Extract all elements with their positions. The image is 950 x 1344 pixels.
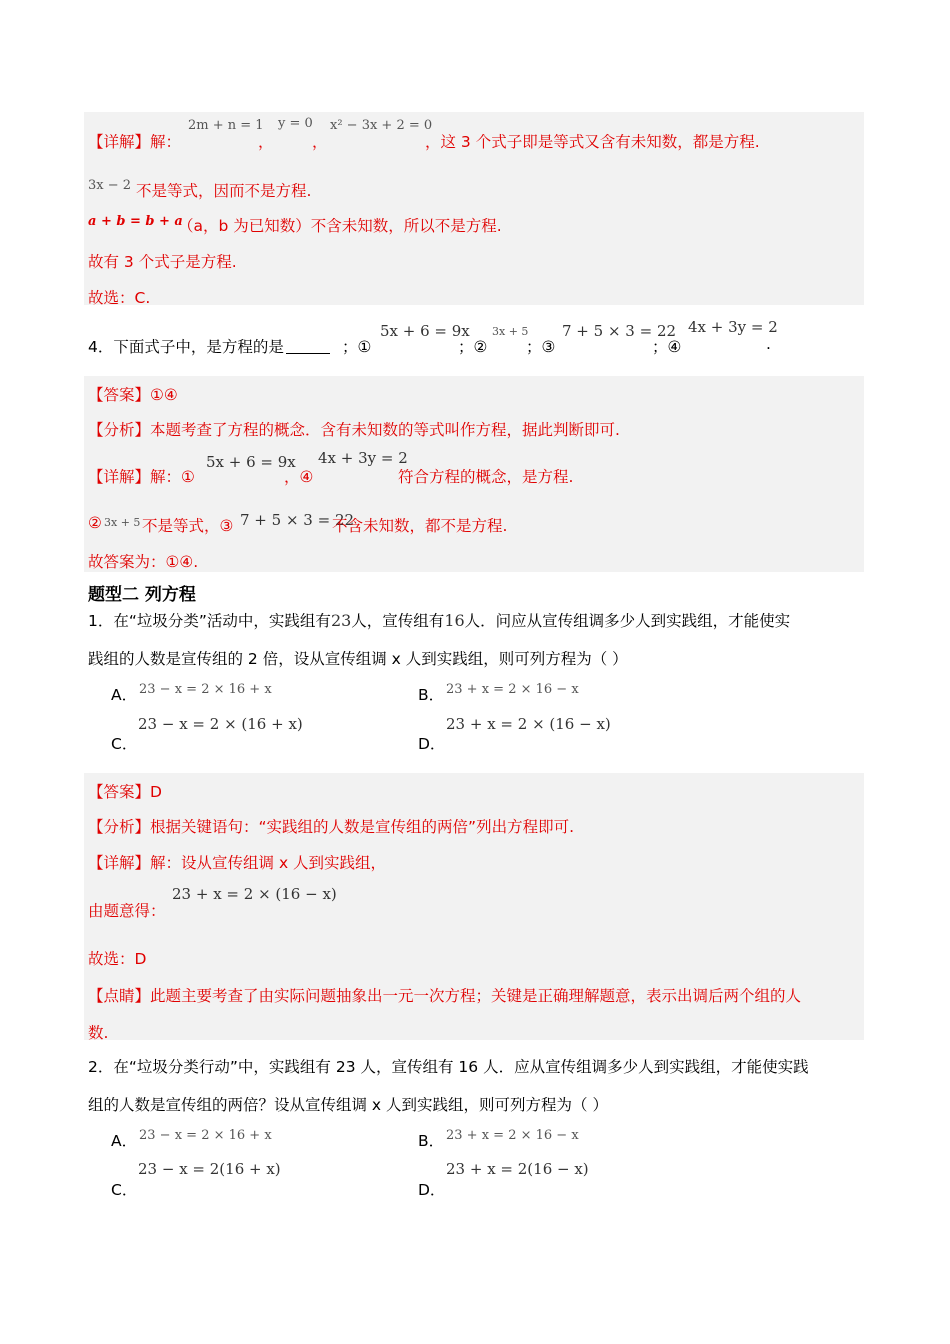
option-c-label[interactable]: C． bbox=[111, 1181, 138, 1199]
detail-tag: 【详解】 bbox=[88, 468, 151, 486]
option-c-equation: 23 − x = 2(16 + x) bbox=[138, 1160, 281, 1178]
option-c-equation: 23 − x = 2 × (16 + x) bbox=[138, 715, 303, 733]
no-unknown-text: （a，b 为已知数）不含未知数，所以不是方程. bbox=[178, 217, 502, 235]
option-d-equation: 23 + x = 2 × (16 − x) bbox=[446, 715, 611, 733]
detail-line-1 bbox=[88, 130, 181, 152]
option-a-label[interactable]: A． bbox=[111, 686, 138, 704]
problem-2-line-1: 2．在“垃圾分类行动”中，实践组有 23 人，宣传组有 16 人．应从宣传组调多少人到实践组，才能使实践 bbox=[88, 1058, 809, 1076]
problem-1-line-1: 1．在“垃圾分类”活动中，实践组有23人，宣传组有16人．问应从宣传组调多少人到实践组，才能使实 bbox=[88, 611, 791, 630]
not-equation-text: 不是等式，③ bbox=[142, 517, 234, 535]
option-b-label[interactable]: B． bbox=[418, 686, 445, 704]
answer-tag: 【答案】 bbox=[88, 783, 151, 801]
final-answer: 故答案为：①④. bbox=[88, 553, 199, 571]
equation-2m-n: 2m + n = 1 bbox=[188, 118, 264, 133]
sep: ；① bbox=[342, 338, 372, 356]
equation-y: y = 0 bbox=[278, 116, 313, 131]
analysis-line: 【分析】本题考查了方程的概念．含有未知数的等式叫作方程，据此判断即可. bbox=[88, 421, 620, 439]
choice: 故选：D bbox=[88, 950, 147, 968]
detail-tag: 【详解】 bbox=[88, 854, 151, 872]
expr-a-b: a + b = b + a bbox=[88, 214, 183, 229]
detail-tail: ，这 3 个式子即是等式又含有未知数，都是方程. bbox=[425, 133, 760, 151]
period: . bbox=[766, 335, 771, 353]
sep: ；② bbox=[458, 338, 488, 356]
equation: 23 + x = 2 × (16 − x) bbox=[172, 885, 337, 903]
equation-quadratic: x² − 3x + 2 = 0 bbox=[330, 118, 433, 133]
sep: ；④ bbox=[652, 338, 682, 356]
option-a-equation: 23 − x = 2 × 16 + x bbox=[139, 682, 272, 697]
point-tag: 【点睛】 bbox=[88, 987, 151, 1005]
comma: ， bbox=[258, 133, 274, 151]
problem-1-line-2: 践组的人数是宣传组的 2 倍，设从宣传组调 x 人到实践组，则可列方程为（ ） bbox=[88, 650, 628, 668]
q4-option-4: 4x + 3y = 2 bbox=[688, 318, 778, 336]
by-meaning: 由题意得： bbox=[88, 902, 166, 920]
comma: ，④ bbox=[284, 468, 314, 486]
option-b-equation: 23 + x = 2 × 16 − x bbox=[446, 682, 579, 697]
question-4-text: 4．下面式子中，是方程的是 bbox=[88, 335, 332, 357]
detail-lead: 解： bbox=[150, 133, 182, 151]
answer-tag: 【答案】 bbox=[88, 386, 151, 404]
detail-line: 【详解】解：设从宣传组调 x 人到实践组， bbox=[88, 854, 387, 872]
option-c-label[interactable]: C． bbox=[111, 735, 138, 753]
q4-option-3: 7 + 5 × 3 = 22 bbox=[562, 322, 677, 340]
answer-value: D bbox=[150, 783, 162, 801]
not-equation-text: 不是等式，因而不是方程. bbox=[136, 182, 312, 200]
expr-7-5-3: 7 + 5 × 3 = 22 bbox=[240, 511, 355, 529]
option-b-label[interactable]: B． bbox=[418, 1132, 445, 1150]
expr-3x-5: 3x + 5 bbox=[104, 516, 141, 529]
detail-tail: 符合方程的概念，是方程. bbox=[398, 468, 574, 486]
option-d-label[interactable]: D． bbox=[418, 735, 446, 753]
point-line-2: 数. bbox=[88, 1024, 109, 1042]
option-d-label[interactable]: D． bbox=[418, 1181, 446, 1199]
problem-2-line-2: 组的人数是宣传组的两倍？设从宣传组调 x 人到实践组，则可列方程为（ ） bbox=[88, 1096, 608, 1114]
sep: ；③ bbox=[526, 338, 556, 356]
choice: 故选：C. bbox=[88, 289, 151, 307]
analysis-tag: 【分析】 bbox=[88, 421, 151, 439]
analysis-tag: 【分析】 bbox=[88, 818, 151, 836]
option-a-label[interactable]: A． bbox=[111, 1132, 138, 1150]
no-unknown-text: 不含未知数，都不是方程. bbox=[332, 517, 508, 535]
answer-blank[interactable] bbox=[286, 353, 330, 354]
q4-option-2: 3x + 5 bbox=[492, 325, 529, 338]
section-heading: 题型二 列方程 bbox=[88, 585, 196, 605]
expr-3x-2: 3x − 2 bbox=[88, 178, 132, 193]
point-line-1: 【点睛】此题主要考查了由实际问题抽象出一元一次方程；关键是正确理解题意，表示出调后两个组的人 bbox=[88, 987, 802, 1005]
detail-eq-2: 4x + 3y = 2 bbox=[318, 449, 408, 467]
option-a-equation: 23 − x = 2 × 16 + x bbox=[139, 1128, 272, 1143]
detail-line: 【详解】解：① bbox=[88, 468, 195, 486]
detail-eq-1: 5x + 6 = 9x bbox=[206, 453, 296, 471]
conclusion: 故有 3 个式子是方程. bbox=[88, 253, 237, 271]
answer-line bbox=[88, 383, 178, 405]
comma: ， bbox=[312, 133, 328, 151]
detail-tag: 【详解】 bbox=[88, 133, 151, 151]
q4-option-1: 5x + 6 = 9x bbox=[380, 322, 470, 340]
answer-value: ①④ bbox=[150, 386, 178, 404]
option-b-equation: 23 + x = 2 × 16 − x bbox=[446, 1128, 579, 1143]
analysis-line: 【分析】根据关键语句：“实践组的人数是宣传组的两倍”列出方程即可. bbox=[88, 818, 575, 836]
circle-2: ② bbox=[88, 514, 102, 532]
answer-line bbox=[88, 780, 162, 802]
option-d-equation: 23 + x = 2(16 − x) bbox=[446, 1160, 589, 1178]
